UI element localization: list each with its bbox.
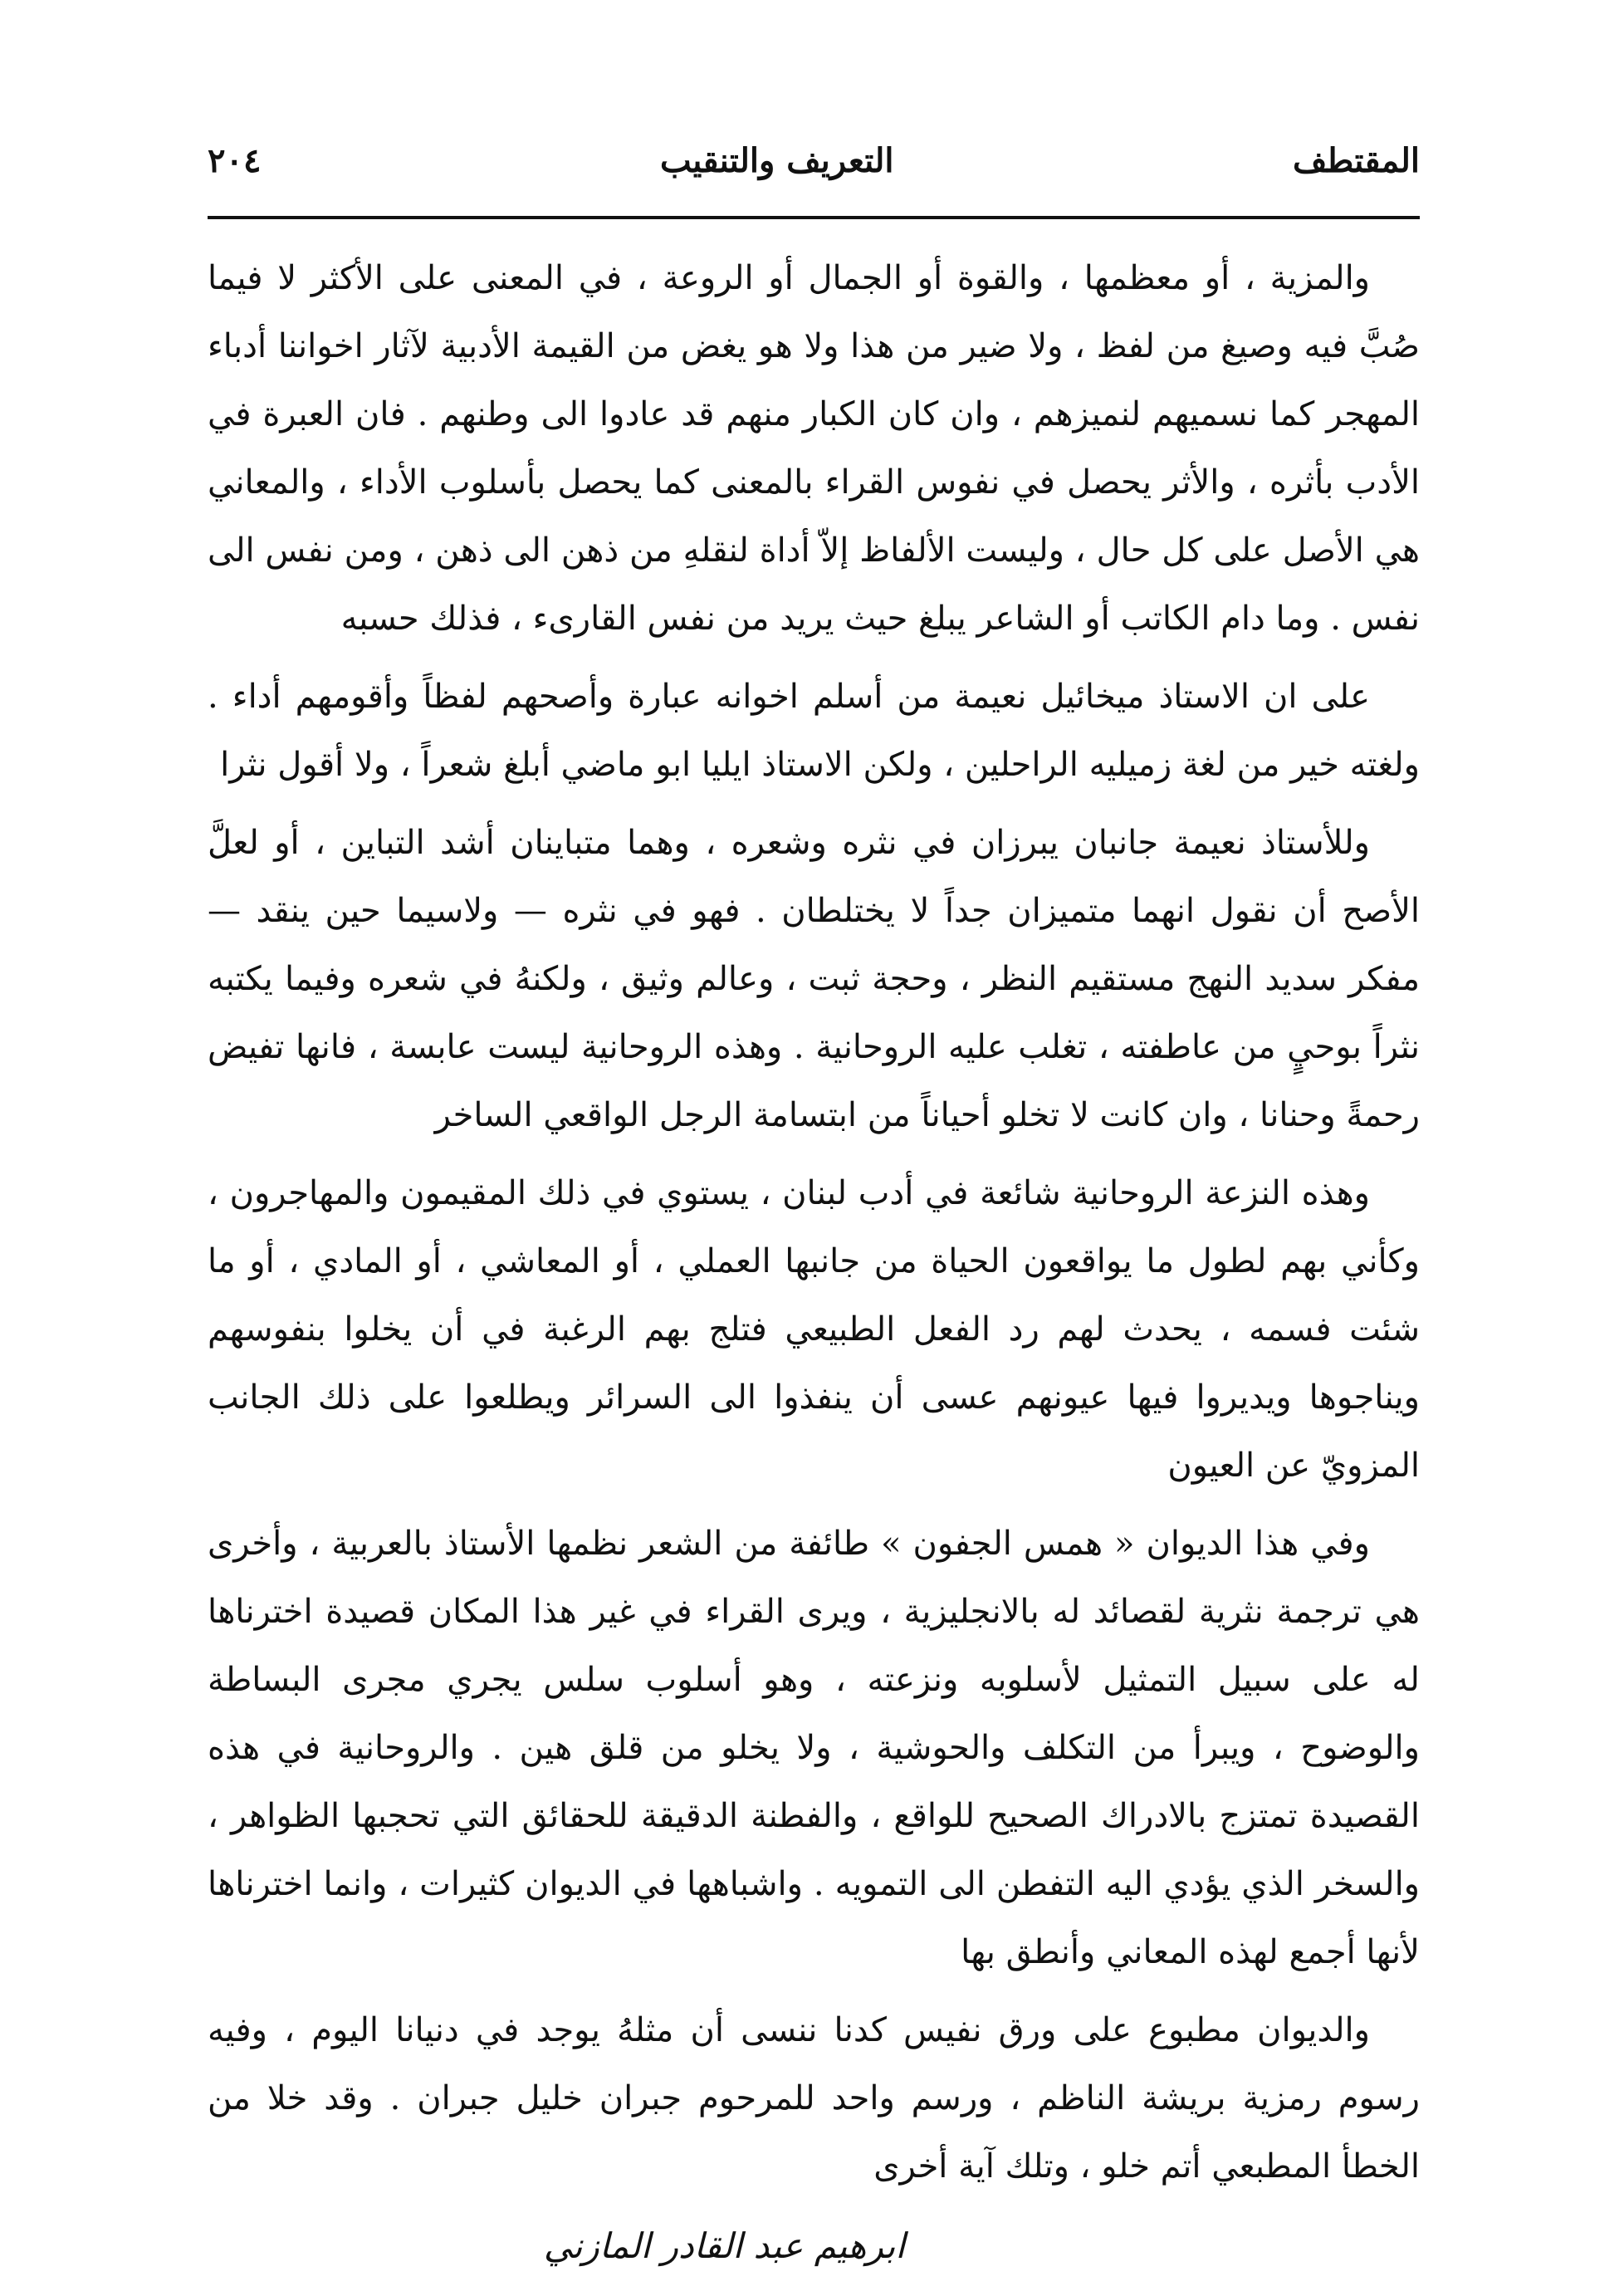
paragraph: على ان الاستاذ ميخائيل نعيمة من أسلم اخوانه عبارة وأصحهم لفظاً وأقومهم أداء . ولغته خير من لغة زميليه الراحلين ، ولكن الاستاذ ايليا ابو ماضي أبلغ شعراً ، ولا أقول نثرا [208, 678, 1420, 784]
section-title: التعريف والتنقيب [659, 141, 894, 180]
article-body [208, 244, 1420, 2266]
header-rule [208, 216, 1420, 219]
paragraph: وهذه النزعة الروحانية شائعة في أدب لبنان ، يستوي في ذلك المقيمون والمهاجرون ، وكأني بهم لطول ما يواقعون الحياة من جانبها العملي ، أو المعاشي ، أو المادي ، أو ما شئت فسمه ، يحدث لهم رد الفعل الطبيعي فتلج بهم الرغبة في أن يخلوا بنفوسهم ويناجوها ويديروا فيها عيونهم عسى أن ينفذوا الى السرائر ويطلعوا على ذلك الجانب المزويّ عن العيون [208, 1174, 1421, 1485]
paragraph: وللأستاذ نعيمة جانبان يبرزان في نثره وشعره ، وهما متباينان أشد التباين ، أو لعلَّ الأصح أن نقول انهما متميزان جداً لا يختلطان . فهو في نثره — ولاسيما حين ينقد — مفكر سديد النهج مستقيم النظر ، وحجة ثبت ، وعالم وثيق ، ولكنهُ في شعره وفيما يكتبه نثراً بوحيٍ من عاطفته ، تغلب عليه الروحانية . وهذه الروحانية ليست عابسة ، فانها تفيض رحمةً وحنانا ، وان كانت لا تخلو أحياناً من ابتسامة الرجل الواقعي الساخر [208, 824, 1420, 1134]
paragraph: والمزية ، أو معظمها ، والقوة أو الجمال أو الروعة ، في المعنى على الأكثر لا فيما صُبَّ فيه وصيغ من لفظ ، ولا ضير من هذا ولا هو يغض من القيمة الأدبية لآثار اخواننا أدباء المهجر كما نسميهم لنميزهم ، وان كان الكبار منهم قد عادوا الى وطنهم . فان العبرة في الأدب بأثره ، والأثر يحصل في نفوس القراء بالمعنى كما يحصل بأسلوب الأداء ، والمعاني هي الأصل على كل حال ، وليست الألفاظ إلاّ أداة لنقلهِ من ذهن الى ذهن ، ومن نفس الى نفس . وما دام الكاتب أو الشاعر يبلغ حيث يريد من نفس القارىء ، فذلك حسبه [208, 259, 1420, 638]
journal-name: المقتطف [1293, 141, 1420, 180]
page-number: ٢٠٤ [208, 141, 262, 180]
author-signature: ابرهيم عبد القادر المازني [543, 2225, 905, 2266]
page-header [208, 141, 1420, 216]
paragraph: والديوان مطبوع على ورق نفيس كدنا ننسى أن مثلهُ يوجد في دنيانا اليوم ، وفيه رسوم رمزية بريشة الناظم ، ورسم واحد للمرحوم جبران خليل جبران . وقد خلا من الخطأ المطبعي أتم خلو ، وتلك آية أخرى [208, 2011, 1420, 2186]
document-page [208, 141, 1420, 2266]
paragraph: وفي هذا الديوان « همس الجفون » طائفة من الشعر نظمها الأستاذ بالعربية ، وأخرى هي ترجمة نثرية لقصائد له بالانجليزية ، ويرى القراء في غير هذا المكان قصيدة اخترناها له على سبيل التمثيل لأسلوبه ونزعته ، وهو أسلوب سلس يجري مجرى البساطة والوضوح ، ويبرأ من التكلف والحوشية ، ولا يخلو من قلق هين . والروحانية في هذه القصيدة تمتزج بالادراك الصحيح للواقع ، والفطنة الدقيقة للحقائق التي تحجبها الظواهر ، والسخر الذي يؤدي اليه التفطن الى التمويه . واشباهها في الديوان كثيرات ، وانما اخترناها لأنها أجمع لهذه المعاني وأنطق بها [208, 1525, 1420, 1971]
